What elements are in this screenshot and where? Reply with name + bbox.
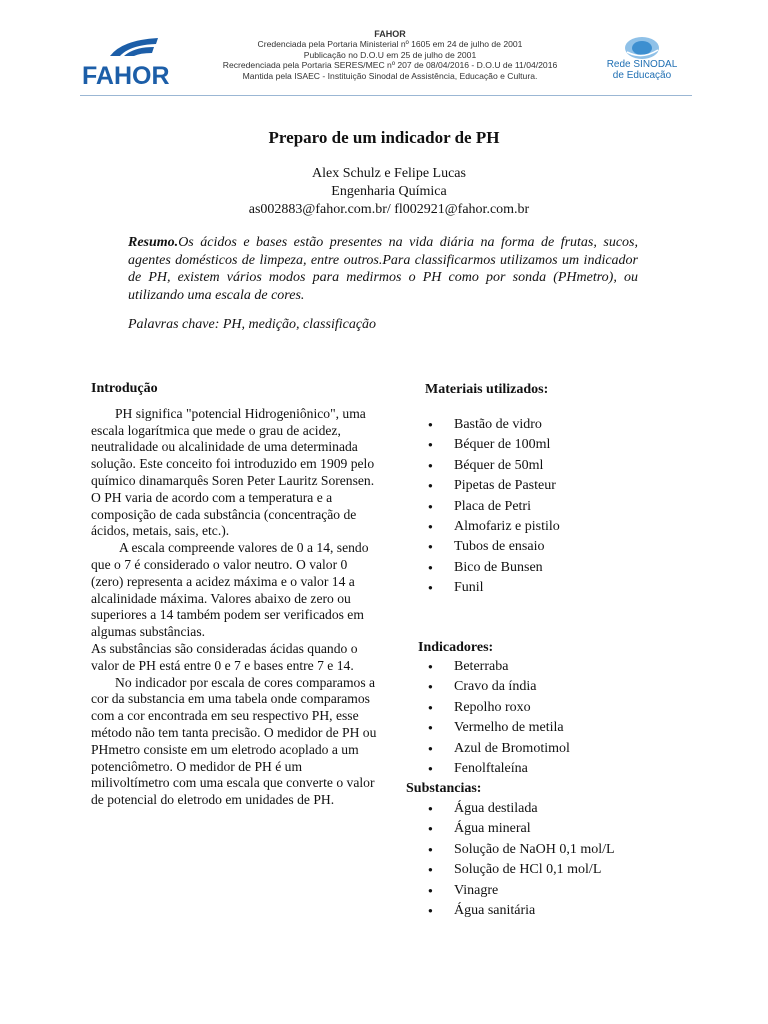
list-item: ● Solução de NaOH 0,1 mol/L [428, 840, 615, 860]
paper-title: Preparo de um indicador de PH [268, 128, 500, 147]
accreditation-line-1: Credenciada pela Portaria Ministerial nº 1605 em 24 de julho de 2001 [257, 39, 523, 50]
list-item: ● Cravo da índia [428, 677, 570, 697]
list-item: ● Béquer de 100ml [428, 435, 560, 455]
list-item: ● Bico de Bunsen [428, 558, 560, 578]
abstract [128, 234, 638, 304]
materials-list [428, 415, 560, 599]
introduction-paragraph-4: No indicador por escala de cores comparamos a cor da substancia em uma tabela onde comparamos com a cor encontrada em seu respectivo PH, esse método não tem tanta precisão. O medidor de PH ou PHmetro consiste em um eletrodo acoplado a um potenciômetro. O medidor de PH é um milivoltímetro com uma escala que converte o valor de potencial do eletrodo em unidades de PH. [91, 674, 377, 808]
list-item: ● Beterraba [428, 657, 570, 677]
fahor-logo-text: FAHOR [82, 62, 170, 88]
list-item: ● Água destilada [428, 799, 615, 819]
accreditation-line-2: Publicação no D.O.U em 25 de julho de 2001 [303, 49, 477, 60]
introduction-title: Introdução [91, 381, 158, 396]
list-item: ● Água sanitária [428, 901, 615, 921]
author-emails: as002883@fahor.com.br/ fl002921@fahor.com.br [248, 202, 530, 217]
list-item: ● Água mineral [428, 819, 615, 839]
keywords: Palavras chave: PH, medição, classificação [128, 317, 377, 332]
institution-name: FAHOR [374, 29, 406, 39]
abstract-text: Os ácidos e bases estão presentes na vida diária na forma de frutas, sucos, agentes domésticos de limpeza, entre outros.Para classificarmos utilizamos um indicador de PH, existem vários modos para medirmos o PH como por sonda (PHmetro), ou utilizando uma escala de cores. [128, 235, 638, 303]
list-item: ● Fenolftaleína [428, 759, 570, 779]
list-item: ● Vermelho de metila [428, 718, 570, 738]
author-block [0, 165, 768, 219]
accreditation-line-4: Mantida pela ISAEC - Instituição Sinodal de Assistência, Educação e Cultura. [242, 70, 538, 81]
list-item: ● Funil [428, 578, 560, 598]
rede-sinodal-text: Rede SINODAL de Educação [606, 59, 678, 81]
indicators-title: Indicadores: [418, 640, 494, 655]
list-item: ● Azul de Bromotimol [428, 739, 570, 759]
list-item: ● Béquer de 50ml [428, 456, 560, 476]
accreditation-line-3: Recredenciada pela Portaria SERES/MEC nº 207 de 08/04/2016 - D.O.U de 11/04/2016 [222, 60, 558, 71]
authors: Alex Schulz e Felipe Lucas [312, 166, 466, 181]
materials-title: Materiais utilizados: [425, 382, 549, 397]
list-item: ● Pipetas de Pasteur [428, 476, 560, 496]
list-item: ● Solução de HCl 0,1 mol/L [428, 860, 615, 880]
abstract-label: Resumo. [128, 235, 179, 250]
institution-info [190, 29, 590, 81]
list-item: ● Almofariz e pistilo [428, 517, 560, 537]
list-item: ● Repolho roxo [428, 698, 570, 718]
list-item: ● Vinagre [428, 881, 615, 901]
introduction-paragraph-2: A escala compreende valores de 0 a 14, sendo que o 7 é considerado o valor neutro. O valor 0 (zero) representa a acidez máxima e o valor 14 a alcalinidade máxima. Valores abaixo de zero ou superiores a 14 também podem ser verificados em algumas substâncias. [91, 540, 369, 640]
list-item: ● Placa de Petri [428, 497, 560, 517]
list-item: ● Bastão de vidro [428, 415, 560, 435]
course: Engenharia Química [331, 184, 447, 199]
substances-list [428, 799, 615, 921]
introduction-paragraph-3: As substâncias são consideradas ácidas quando o valor de PH está entre 0 e 7 e bases entre 7 e 14. [91, 640, 358, 673]
header-divider [80, 95, 692, 96]
fahor-logo [80, 32, 182, 88]
list-item: ● Tubos de ensaio [428, 537, 560, 557]
introduction-paragraph-1: PH significa "potencial Hidrogeniônico", uma escala logarítmica que mede o grau de acidez, neutralidade ou alcalinidade de uma determinada solução. Este conceito foi introduzido em 1909 pelo químico dinamarquês Soren Peter Lauritz Sorensen. O PH varia de acordo com a temperatura e a composição de cada substância (concentração de ácidos, metais, sais, etc.). [91, 405, 375, 539]
document-header [0, 0, 768, 96]
indicators-list [428, 657, 570, 779]
introduction-section [91, 381, 381, 809]
substances-title: Substancias: [406, 781, 482, 796]
